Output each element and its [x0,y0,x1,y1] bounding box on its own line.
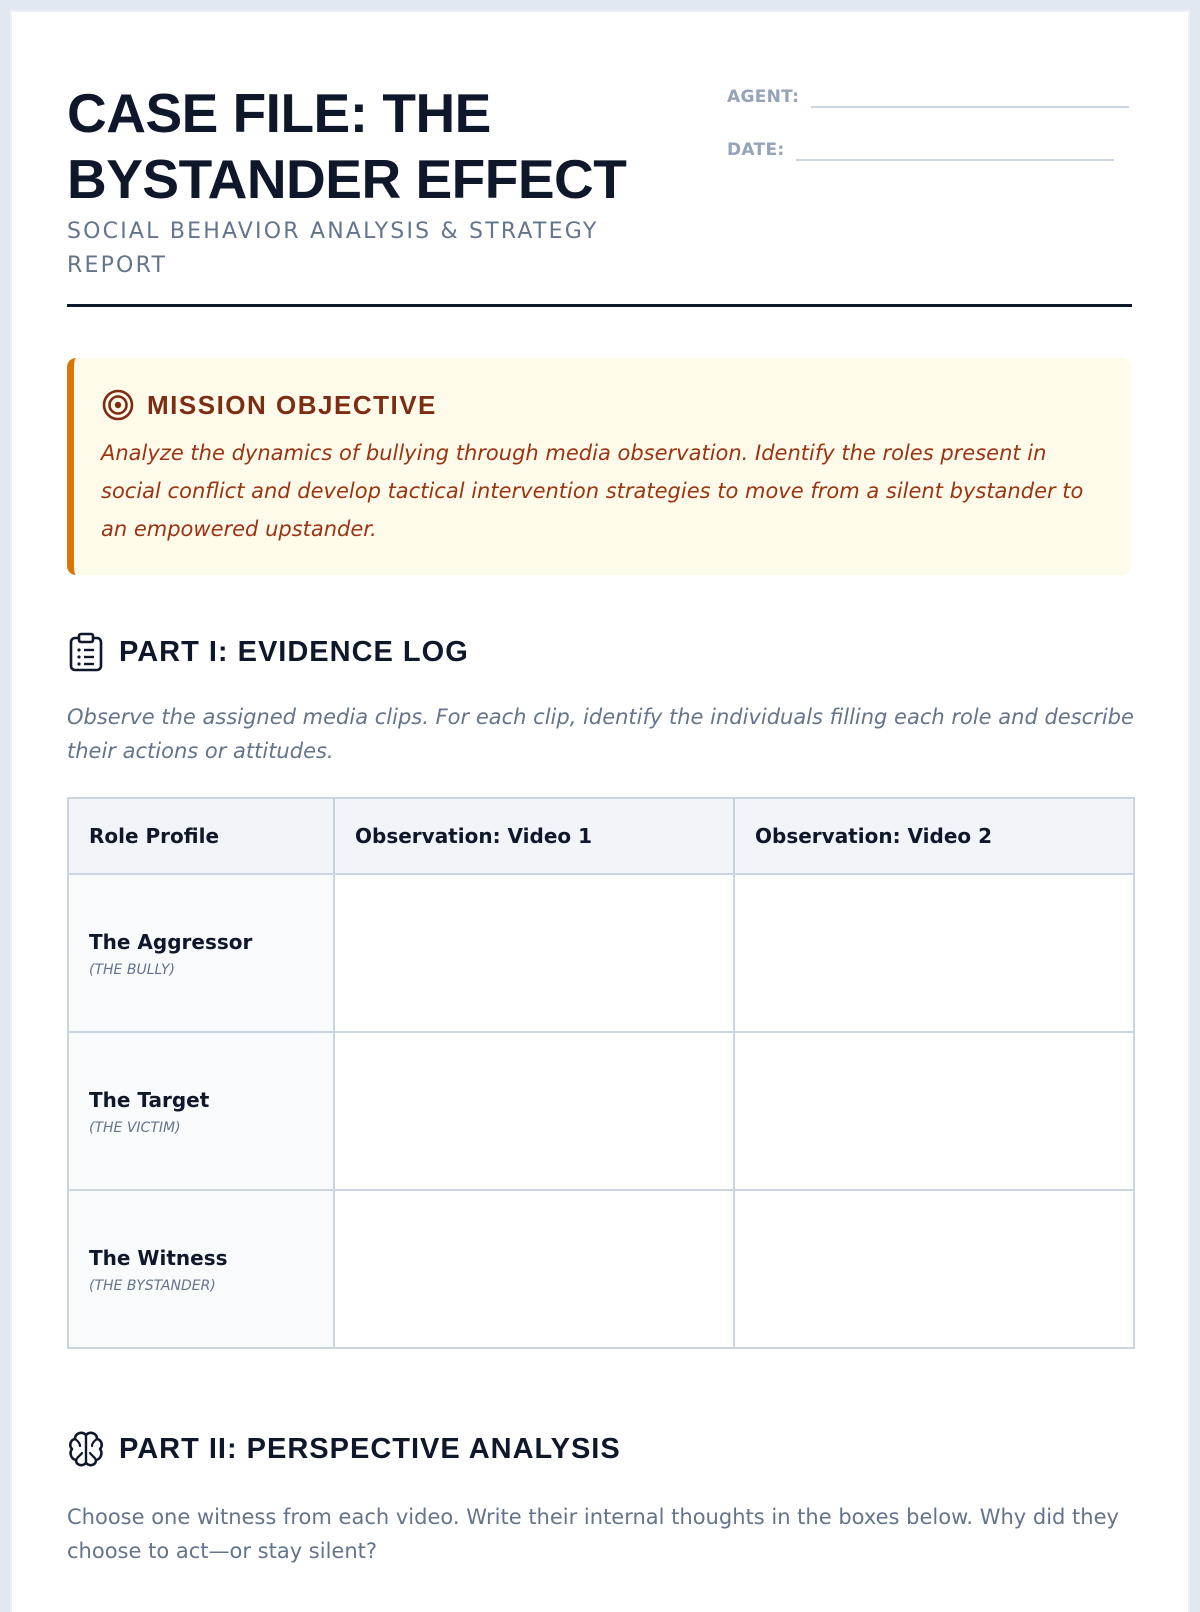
mission-header [101,388,437,422]
part-2-instructions: Choose one witness from each video. Write their internal thoughts in the boxes below. Why did they choose to act—or stay silent? [67,1505,1119,1563]
clipboard-list-icon [67,632,105,672]
table-row-aggressor [68,874,1134,1032]
date-label: DATE: [727,140,785,160]
column-header-video-1: Observation: Video 1 [334,798,734,874]
part-2-title: PART II: PERSPECTIVE ANALYSIS [119,1432,621,1465]
title-line-2: BYSTANDER EFFECT [67,148,627,210]
mission-title: MISSION OBJECTIVE [147,389,437,420]
observation-cell-video-2[interactable] [734,1190,1134,1348]
target-icon [101,388,135,422]
table-row-target [68,1032,1134,1190]
role-cell [68,874,334,1032]
observation-cell-video-2[interactable] [734,874,1134,1032]
table-header-row [68,798,1134,874]
mission-objective-box [67,358,1131,575]
role-alias: (THE BULLY) [89,962,175,978]
role-name: The Target [89,1088,210,1112]
evidence-log-table [67,797,1135,1349]
page-subtitle: SOCIAL BEHAVIOR ANALYSIS & STRATEGY REPORT [67,219,599,278]
date-field [727,137,1114,161]
document-header [67,12,1132,307]
agent-field [727,84,1129,108]
agent-write-line[interactable] [811,84,1129,108]
agent-label: AGENT: [727,87,800,107]
role-name: The Aggressor [89,930,253,954]
role-cell [68,1190,334,1348]
worksheet-page [12,12,1188,1612]
title-line-1: CASE FILE: THE [67,82,491,144]
part-2-heading [67,1429,621,1469]
part-1-title: PART I: EVIDENCE LOG [119,635,469,668]
mission-text: Analyze the dynamics of bullying through media observation. Identify the roles present in social conflict and develop tactical intervention strategies to move from a silent bystander to an empowered upstander. [101,441,1084,541]
observation-cell-video-2[interactable] [734,1032,1134,1190]
page-title [67,80,687,212]
observation-cell-video-1[interactable] [334,874,734,1032]
part-1-heading [67,632,469,672]
role-cell [68,1032,334,1190]
date-write-line[interactable] [796,137,1114,161]
brain-icon [67,1429,105,1469]
role-name: The Witness [89,1246,228,1270]
observation-cell-video-1[interactable] [334,1032,734,1190]
part-1-instructions: Observe the assigned media clips. For each clip, identify the individuals filling each role and describe their actions or attitudes. [67,705,1134,763]
column-header-role: Role Profile [68,798,334,874]
column-header-video-2: Observation: Video 2 [734,798,1134,874]
role-alias: (THE BYSTANDER) [89,1278,216,1294]
role-alias: (THE VICTIM) [89,1120,181,1136]
table-row-witness [68,1190,1134,1348]
observation-cell-video-1[interactable] [334,1190,734,1348]
